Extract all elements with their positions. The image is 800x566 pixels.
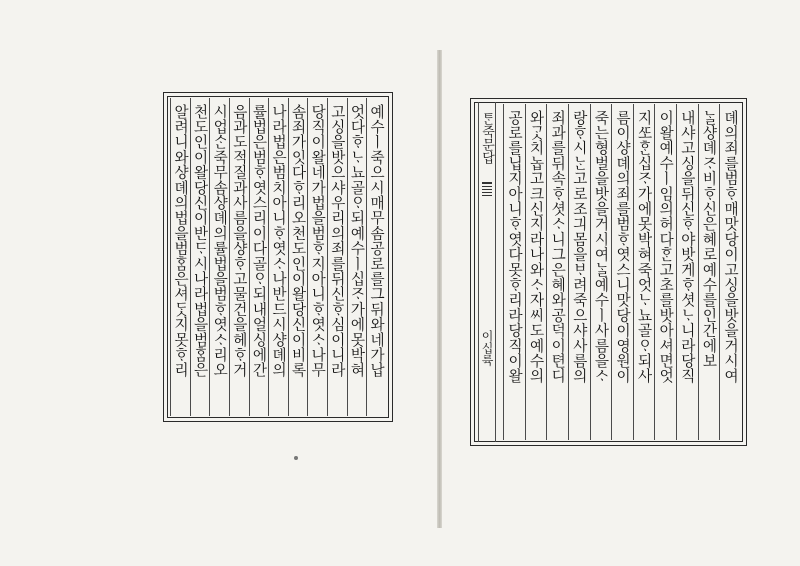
right_page-column-rule-3 [676,104,677,440]
left_page-column-2: 엇다ᄒᆞᄂᆞ뇨골ᄋᆞ되예수ㅣ십ᄌᆞ가에못박혀 [348,104,366,378]
right_page-column-4: 이왈예수ㅣ임의허다ᄒᆞᆫ고초를밧아셔면엇 [657,110,675,384]
right_page-column-rule-4 [654,104,655,440]
right_page-column-rule-7 [590,104,591,440]
right_page-column-8: 랑ᄒᆞ시ᄂᆞᆫ고로조긔몸을ᄇᆞ려죽으샤사름의 [570,110,588,384]
band-fish-tail-mark [482,182,492,196]
right_page-column-5: 지ᄯᅩᄒᆞᆫ십ᄌᆞ가에못박혀죽엇ᄂᆞ뇨골ᄋᆞ되사 [635,110,653,384]
left_page-column-3: 고싱을밧으샤우리의죄를뒤신ᄒᆞ심이니라 [328,104,346,378]
left_page-column-4: 당직이왈네가법을범ᄒᆞ지아니ᄒᆞ엿ᄉᆞ나무 [309,104,327,378]
band-rule-right [495,102,496,442]
right_page-column-rule-5 [633,104,634,440]
right_page-column-6: 름이샹뎨의죄를범ᄒᆞ엿스니맛당이영원이 [614,110,631,384]
right_page-column-rule-11 [503,104,504,440]
scan-speck [294,456,298,460]
left_page-column-8: 음과도적질과사름을샹ᄒᆞ고물건을헤ᄒᆞ거 [230,104,248,378]
left_page-column-6: 나라법은범치아니ᄒᆞ엿ᄉᆞ나반드시샹뎨의 [270,104,287,378]
right_page-column-rule-9 [546,104,547,440]
right_page-column-10: 와ᄀᆞᆺ치놉고크신지라나와ᄉᆞ자씨도예수의 [527,110,545,384]
left_page-column-7: 률법은범ᄒᆞ엿스리이다골ᄋᆞ되내얼싱에간 [250,104,268,378]
left_page-column-10: 천도인이왈당신이반ᄃᆞ시나라법을범ᄒᆞᆷ은 [191,104,209,378]
right_page-column-rule-2 [698,104,699,440]
right_page-column-7: 죽는형벌을밧을거시여ᄂᆞᆯ예수ㅣ사름을ᄉᆞ [592,110,610,384]
right_page-column-rule-1 [719,104,720,440]
left_page-column-1: 예수ㅣ죽으시매무솜공로를그뒤와네가납 [368,104,385,378]
left_page-column-5: 솜죄가잇다ᄒᆞ리오천도인이왈당신이비록 [289,104,307,378]
right_page-column-3: 내샤고싱을뒤신ᄒᆞ야밧게ᄒᆞ셧ᄂᆞ니라당직 [678,110,696,384]
right_page-column-rule-8 [568,104,569,440]
band-title: ᄐᆞᆫ죽문답 [479,112,494,164]
left_page-column-9: 시업ᄉᆞᆫ죽무솜샹뎨의률법을범ᄒᆞ엿ᄉᆞ리오 [211,104,229,378]
right_page-column-11: 공로를닙지아니ᄒᆞ엿다못ᄒᆞ리라당직이왈 [506,110,523,384]
right_page-column-rule-6 [611,104,612,440]
right_page-column-9: 죄과를뒤속ᄒᆞ셧ᄉᆞ니그은혜와공덕이텬디 [549,110,567,384]
left_page-column-rule-11 [170,98,171,416]
right_page-column-rule-10 [525,104,526,440]
left_page-column-11: 알려니와샹뎨의법을범ᄒᆞᆷ은셔ᄃᆞᆺ지못ᄒᆞ리 [172,104,189,378]
folio-number: 이십륙 [480,330,494,366]
right_page-column-1: 뎨의죄를범ᄒᆞ매맛당이고싱을밧을거시여 [722,110,739,384]
right_page-column-2: ᄂᆞᆯ샹뎨ᄌᆞ비ᄒᆞ신은혜로예수를인간에보 [700,110,718,369]
book-gutter [437,50,442,528]
